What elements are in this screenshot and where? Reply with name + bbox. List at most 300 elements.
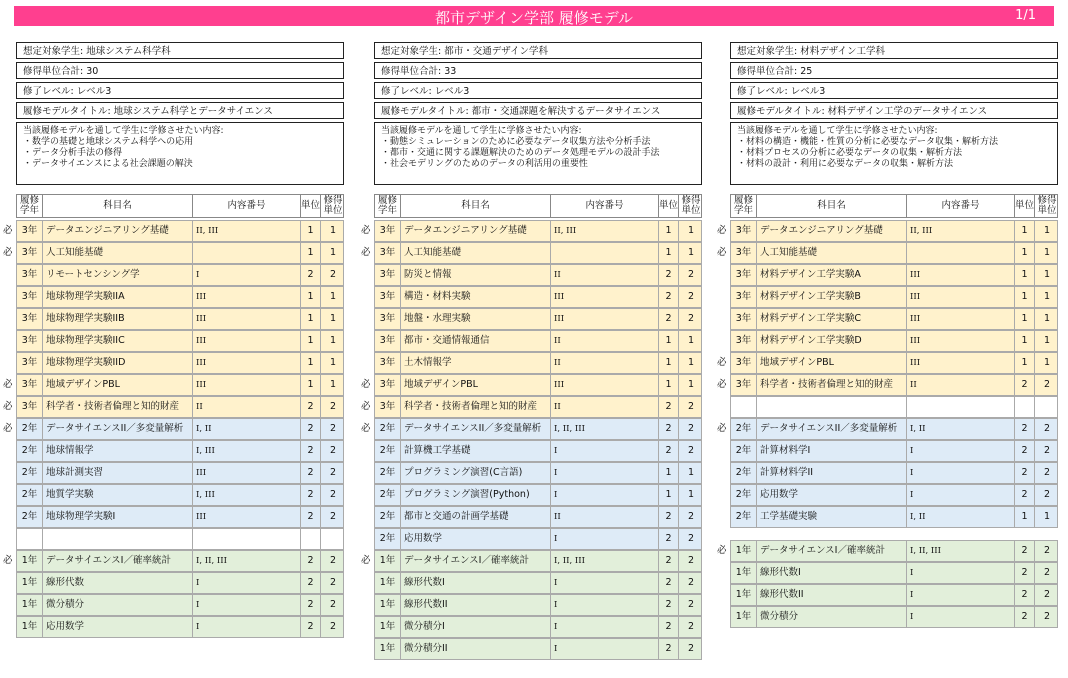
- content-number: I: [551, 485, 659, 505]
- content-number: I, II: [907, 507, 1015, 527]
- earned-credits: 2: [687, 313, 695, 324]
- table-row: [730, 606, 1058, 628]
- course-units: 2: [301, 419, 321, 439]
- earned-credits: 2: [329, 577, 337, 588]
- row-year: 3年: [731, 331, 757, 351]
- earned-credits: 1: [687, 247, 695, 258]
- course-units: 2: [301, 463, 321, 483]
- course-units: 2: [659, 309, 679, 329]
- content-number: I: [193, 617, 301, 637]
- required-mark: 必: [3, 225, 13, 236]
- model-title: 履修モデルタイトル: 材料デザイン工学のデータサイエンス: [730, 102, 1058, 119]
- earned-credits: 2: [1043, 567, 1051, 578]
- table-row: [374, 484, 702, 506]
- course-name: 地球物理学実験IID: [43, 353, 193, 373]
- content-number: III: [193, 463, 301, 483]
- course-name: データサイエンスI／確率統計: [757, 541, 907, 561]
- earned-credits: 2: [687, 643, 695, 654]
- content-number: III: [193, 287, 301, 307]
- goal-line: ・材料プロセスの分析に必要なデータの収集・解析方法: [737, 148, 963, 158]
- course-name: データエンジニアリング基礎: [757, 221, 907, 241]
- row-year: 2年: [731, 463, 757, 483]
- header-year: 履修学年: [17, 195, 43, 217]
- row-year: 1年: [731, 585, 757, 605]
- content-number: III: [907, 287, 1015, 307]
- target-students: 想定対象学生: 材料デザイン工学科: [730, 42, 1058, 59]
- course-name: 人工知能基礎: [401, 243, 551, 263]
- header-name: 科目名: [401, 195, 551, 217]
- table-row: [717, 220, 1058, 242]
- course-units: 2: [659, 397, 679, 417]
- row-year: 2年: [731, 485, 757, 505]
- earned-credits: 2: [329, 401, 337, 412]
- course-units: 2: [1015, 463, 1035, 483]
- course-name: 地盤・水理実験: [401, 309, 551, 329]
- course-units: 1: [659, 243, 679, 263]
- goal-line: ・社会モデリングのためのデータの利活用の重要性: [381, 159, 588, 169]
- table-row: [16, 462, 344, 484]
- target-students: 想定対象学生: 地球システム科学科: [16, 42, 344, 59]
- goal-line: ・都市・交通に関する課題解決のためのデータ処理モデルの設計手法: [381, 148, 660, 158]
- row-year: 1年: [731, 541, 757, 561]
- model-title: 履修モデルタイトル: 地球システム科学とデータサイエンス: [16, 102, 344, 119]
- earned-credits: 1: [329, 225, 337, 236]
- row-year: 2年: [17, 441, 43, 461]
- row-year: 3年: [731, 353, 757, 373]
- row-year: 3年: [731, 265, 757, 285]
- required-mark: 必: [361, 555, 371, 566]
- earned-credits: 1: [687, 379, 695, 390]
- course-units: 2: [1015, 563, 1035, 583]
- course-units: [1015, 397, 1035, 417]
- goal-line: ・データ分析手法の修得: [23, 148, 123, 158]
- content-number: I, III: [193, 485, 301, 505]
- course-name: 地域デザインPBL: [43, 375, 193, 395]
- earned-credits: 2: [1043, 545, 1051, 556]
- required-mark: 必: [361, 247, 371, 258]
- course-units: 1: [1015, 331, 1035, 351]
- earned-credits: 2: [687, 423, 695, 434]
- goal-line: ・動態シミュレーションのために必要なデータ収集方法や分析手法: [381, 137, 651, 147]
- course-units: 1: [301, 353, 321, 373]
- course-name: 線形代数I: [401, 573, 551, 593]
- content-number: I, II, III: [907, 541, 1015, 561]
- row-year: 2年: [17, 419, 43, 439]
- content-number: [907, 397, 1015, 417]
- row-year: 3年: [375, 375, 401, 395]
- course-name: 科学者・技術者倫理と知的財産: [43, 397, 193, 417]
- content-number: I, II, III: [193, 551, 301, 571]
- table-row: [374, 638, 702, 660]
- content-number: III: [193, 331, 301, 351]
- row-year: 3年: [375, 287, 401, 307]
- required-mark: 必: [717, 357, 727, 368]
- table-row: [730, 264, 1058, 286]
- table-row: [3, 220, 344, 242]
- header-req: 修得単位: [681, 195, 701, 216]
- row-year: 3年: [17, 243, 43, 263]
- table-row: [361, 220, 702, 242]
- table-row: [730, 308, 1058, 330]
- header-year: 履修学年: [731, 195, 757, 217]
- row-year: 3年: [375, 221, 401, 241]
- row-year: 2年: [375, 419, 401, 439]
- earned-credits: 2: [329, 621, 337, 632]
- content-number: III: [907, 331, 1015, 351]
- row-year: 3年: [17, 265, 43, 285]
- course-name: 計算材料学II: [757, 463, 907, 483]
- course-name: [757, 397, 907, 417]
- content-number: I: [551, 595, 659, 615]
- table-row: [3, 550, 344, 572]
- row-year: 3年: [375, 265, 401, 285]
- course-units: 2: [659, 441, 679, 461]
- content-number: III: [907, 309, 1015, 329]
- content-number: II: [193, 397, 301, 417]
- course-name: 地球物理学実験IIB: [43, 309, 193, 329]
- content-number: III: [193, 507, 301, 527]
- model-column: [3, 42, 344, 632]
- earned-credits: 1: [329, 291, 337, 302]
- earned-credits: 2: [687, 269, 695, 280]
- earned-credits: 1: [329, 247, 337, 258]
- row-year: 1年: [17, 617, 43, 637]
- course-name: データエンジニアリング基礎: [43, 221, 193, 241]
- course-name: リモートセンシング学: [43, 265, 193, 285]
- earned-credits: 2: [329, 269, 337, 280]
- table-row: [16, 616, 344, 638]
- table-row: [374, 462, 702, 484]
- table-row: [16, 506, 344, 528]
- course-name: 線形代数II: [401, 595, 551, 615]
- row-year: 3年: [731, 243, 757, 263]
- course-name: 人工知能基礎: [43, 243, 193, 263]
- row-year: 1年: [731, 607, 757, 627]
- course-name: データサイエンスI／確率統計: [43, 551, 193, 571]
- row-year: 3年: [17, 331, 43, 351]
- row-year: 3年: [375, 331, 401, 351]
- earned-credits: 2: [329, 445, 337, 456]
- course-units: 2: [659, 617, 679, 637]
- course-name: 材料デザイン工学実験C: [757, 309, 907, 329]
- course-name: 材料デザイン工学実験A: [757, 265, 907, 285]
- target-students: 想定対象学生: 都市・交通デザイン学科: [374, 42, 702, 59]
- course-units: 2: [659, 287, 679, 307]
- course-units: 1: [301, 375, 321, 395]
- content-number: I, II, III: [551, 551, 659, 571]
- course-name: 計算材料学I: [757, 441, 907, 461]
- row-year: 3年: [17, 221, 43, 241]
- course-units: 1: [659, 331, 679, 351]
- required-mark: 必: [717, 423, 727, 434]
- content-number: III: [551, 375, 659, 395]
- table-row: [374, 264, 702, 286]
- table-row: [16, 330, 344, 352]
- table-row: [3, 242, 344, 264]
- course-units: 1: [1015, 221, 1035, 241]
- row-year: 2年: [17, 485, 43, 505]
- table-row: [374, 286, 702, 308]
- course-name: 微分積分I: [401, 617, 551, 637]
- content-number: I: [193, 595, 301, 615]
- earned-credits: 2: [687, 511, 695, 522]
- course-units: 1: [301, 331, 321, 351]
- row-year: 2年: [731, 507, 757, 527]
- row-year: 3年: [17, 309, 43, 329]
- course-name: プログラミング演習(Python): [401, 485, 551, 505]
- required-mark: 必: [361, 379, 371, 390]
- required-mark: 必: [361, 423, 371, 434]
- course-name: 微分積分II: [401, 639, 551, 659]
- header-num: 内容番号: [193, 195, 301, 217]
- course-units: 2: [1015, 419, 1035, 439]
- row-year: 2年: [731, 419, 757, 439]
- required-mark: 必: [717, 545, 727, 556]
- row-year: 2年: [375, 507, 401, 527]
- row-year: 3年: [731, 287, 757, 307]
- course-name: 計算機工学基礎: [401, 441, 551, 461]
- total-credits: 修得単位合計: 25: [730, 62, 1058, 79]
- course-name: 科学者・技術者倫理と知的財産: [401, 397, 551, 417]
- course-units: 2: [301, 507, 321, 527]
- content-number: I, II: [193, 419, 301, 439]
- course-name: 地域デザインPBL: [401, 375, 551, 395]
- content-number: I, III: [193, 441, 301, 461]
- course-units: 1: [659, 375, 679, 395]
- course-units: 1: [659, 353, 679, 373]
- course-units: 1: [1015, 243, 1035, 263]
- table-row: [730, 286, 1058, 308]
- course-name: 応用数学: [401, 529, 551, 549]
- row-year: 3年: [17, 353, 43, 373]
- table-row: [730, 330, 1058, 352]
- content-number: I: [193, 573, 301, 593]
- content-number: II, III: [551, 221, 659, 241]
- row-year: 3年: [375, 397, 401, 417]
- content-number: II: [551, 353, 659, 373]
- completion-level: 修了レベル: レベル3: [730, 82, 1058, 99]
- content-number: III: [193, 353, 301, 373]
- course-units: 2: [301, 573, 321, 593]
- table-row: [16, 264, 344, 286]
- content-number: III: [551, 309, 659, 329]
- content-number: I: [907, 563, 1015, 583]
- table-row: [16, 528, 344, 550]
- table-row: [374, 506, 702, 528]
- table-row: [730, 484, 1058, 506]
- table-row: [16, 594, 344, 616]
- earned-credits: 2: [1043, 611, 1051, 622]
- table-row: [3, 374, 344, 396]
- course-name: 応用数学: [757, 485, 907, 505]
- content-number: II: [551, 397, 659, 417]
- earned-credits: 2: [687, 533, 695, 544]
- course-units: 2: [659, 265, 679, 285]
- required-mark: 必: [3, 423, 13, 434]
- earned-credits: 1: [329, 313, 337, 324]
- goal-line: ・材料の設計・利用に必要なデータの収集・解析方法: [737, 159, 954, 169]
- course-units: 2: [301, 397, 321, 417]
- course-name: 地質学実験: [43, 485, 193, 505]
- header-req: 修得単位: [1037, 195, 1057, 216]
- content-number: III: [193, 375, 301, 395]
- header-unit: 単位: [301, 195, 321, 217]
- table-row: [730, 396, 1058, 418]
- content-number: I: [907, 585, 1015, 605]
- course-units: 2: [301, 441, 321, 461]
- table-row: [361, 374, 702, 396]
- page-number: 1/1: [1015, 8, 1036, 23]
- course-units: 2: [1015, 441, 1035, 461]
- table-header: [16, 194, 344, 218]
- content-number: I: [551, 529, 659, 549]
- course-units: 1: [301, 287, 321, 307]
- content-number: [907, 243, 1015, 263]
- earned-credits: 2: [1043, 445, 1051, 456]
- course-name: 線形代数: [43, 573, 193, 593]
- table-row: [374, 440, 702, 462]
- course-name: データエンジニアリング基礎: [401, 221, 551, 241]
- content-number: I: [907, 463, 1015, 483]
- required-mark: 必: [717, 247, 727, 258]
- earned-credits: 1: [1043, 357, 1051, 368]
- header-unit: 単位: [659, 195, 679, 217]
- header-name: 科目名: [757, 195, 907, 217]
- table-row: [16, 572, 344, 594]
- course-name: プログラミング演習(C言語): [401, 463, 551, 483]
- table-header: [730, 194, 1058, 218]
- header-name: 科目名: [43, 195, 193, 217]
- earned-credits: 2: [329, 599, 337, 610]
- course-units: 2: [659, 595, 679, 615]
- earned-credits: 2: [329, 467, 337, 478]
- row-year: 1年: [375, 551, 401, 571]
- required-mark: 必: [3, 555, 13, 566]
- course-name: 地球物理学実験I: [43, 507, 193, 527]
- course-units: 2: [1015, 585, 1035, 605]
- row-year: 1年: [375, 639, 401, 659]
- table-row: [717, 242, 1058, 264]
- earned-credits: 2: [329, 489, 337, 500]
- table-row: [16, 308, 344, 330]
- row-year: 3年: [17, 287, 43, 307]
- table-row: [717, 418, 1058, 440]
- course-units: 1: [1015, 287, 1035, 307]
- model-title: 履修モデルタイトル: 都市・交通課題を解決するデータサイエンス: [374, 102, 702, 119]
- content-number: II: [551, 507, 659, 527]
- table-header: [374, 194, 702, 218]
- earned-credits: 2: [1043, 467, 1051, 478]
- earned-credits: 1: [1043, 269, 1051, 280]
- table-row: [374, 330, 702, 352]
- course-units: 2: [1015, 541, 1035, 561]
- course-units: 2: [659, 529, 679, 549]
- table-row: [3, 396, 344, 418]
- course-name: 都市・交通情報通信: [401, 331, 551, 351]
- goal-line: 当該履修モデルを通して学生に学修させたい内容:: [381, 126, 582, 136]
- row-year: 3年: [375, 243, 401, 263]
- total-credits: 修得単位合計: 30: [16, 62, 344, 79]
- earned-credits: 1: [1043, 247, 1051, 258]
- course-name: 線形代数I: [757, 563, 907, 583]
- row-year: 2年: [17, 507, 43, 527]
- row-year: 2年: [375, 441, 401, 461]
- content-number: I: [551, 573, 659, 593]
- course-units: 2: [301, 265, 321, 285]
- row-year: 2年: [375, 529, 401, 549]
- course-name: [43, 529, 193, 549]
- earned-credits: 2: [687, 555, 695, 566]
- row-year: 2年: [375, 485, 401, 505]
- required-mark: 必: [361, 225, 371, 236]
- course-name: データサイエンスII／多変量解析: [401, 419, 551, 439]
- course-units: 2: [1015, 607, 1035, 627]
- table-row: [361, 418, 702, 440]
- header-num: 内容番号: [907, 195, 1015, 217]
- table-row: [16, 286, 344, 308]
- row-year: 2年: [731, 441, 757, 461]
- content-number: II, III: [907, 221, 1015, 241]
- earned-credits: 1: [1043, 291, 1051, 302]
- course-name: 地球情報学: [43, 441, 193, 461]
- earned-credits: [321, 529, 345, 549]
- table-row: [374, 528, 702, 550]
- earned-credits: 2: [687, 401, 695, 412]
- course-name: 地球物理学実験IIA: [43, 287, 193, 307]
- header-year: 履修学年: [375, 195, 401, 217]
- page-title: 都市デザイン学部 履修モデル: [435, 9, 633, 27]
- course-units: 2: [301, 617, 321, 637]
- table-row: [16, 352, 344, 374]
- row-year: 3年: [731, 221, 757, 241]
- course-name: 微分積分: [757, 607, 907, 627]
- course-units: 2: [659, 419, 679, 439]
- row-year: 2年: [375, 463, 401, 483]
- earned-credits: 2: [329, 423, 337, 434]
- course-name: 科学者・技術者倫理と知的財産: [757, 375, 907, 395]
- table-row: [717, 540, 1058, 562]
- row-year: [731, 397, 757, 417]
- content-number: [193, 243, 301, 263]
- course-units: [301, 529, 321, 549]
- learning-goals: [730, 122, 1058, 185]
- content-number: I: [193, 265, 301, 285]
- earned-credits: 1: [329, 335, 337, 346]
- earned-credits: 1: [1043, 313, 1051, 324]
- earned-credits: 2: [687, 445, 695, 456]
- table-row: [374, 572, 702, 594]
- row-year: 3年: [375, 309, 401, 329]
- table-row: [3, 418, 344, 440]
- row-year: 3年: [17, 397, 43, 417]
- row-year: 1年: [731, 563, 757, 583]
- content-number: III: [193, 309, 301, 329]
- content-number: II: [551, 265, 659, 285]
- earned-credits: 1: [329, 357, 337, 368]
- content-number: I: [551, 441, 659, 461]
- course-name: 地域デザインPBL: [757, 353, 907, 373]
- title-bar: [14, 6, 1054, 26]
- course-name: 都市と交通の計画学基礎: [401, 507, 551, 527]
- goal-line: 当該履修モデルを通して学生に学修させたい内容:: [737, 126, 938, 136]
- course-units: 2: [1015, 375, 1035, 395]
- content-number: III: [551, 287, 659, 307]
- course-units: 1: [659, 221, 679, 241]
- earned-credits: 2: [1043, 423, 1051, 434]
- course-name: データサイエンスII／多変量解析: [757, 419, 907, 439]
- content-number: I: [551, 617, 659, 637]
- row-year: 1年: [17, 551, 43, 571]
